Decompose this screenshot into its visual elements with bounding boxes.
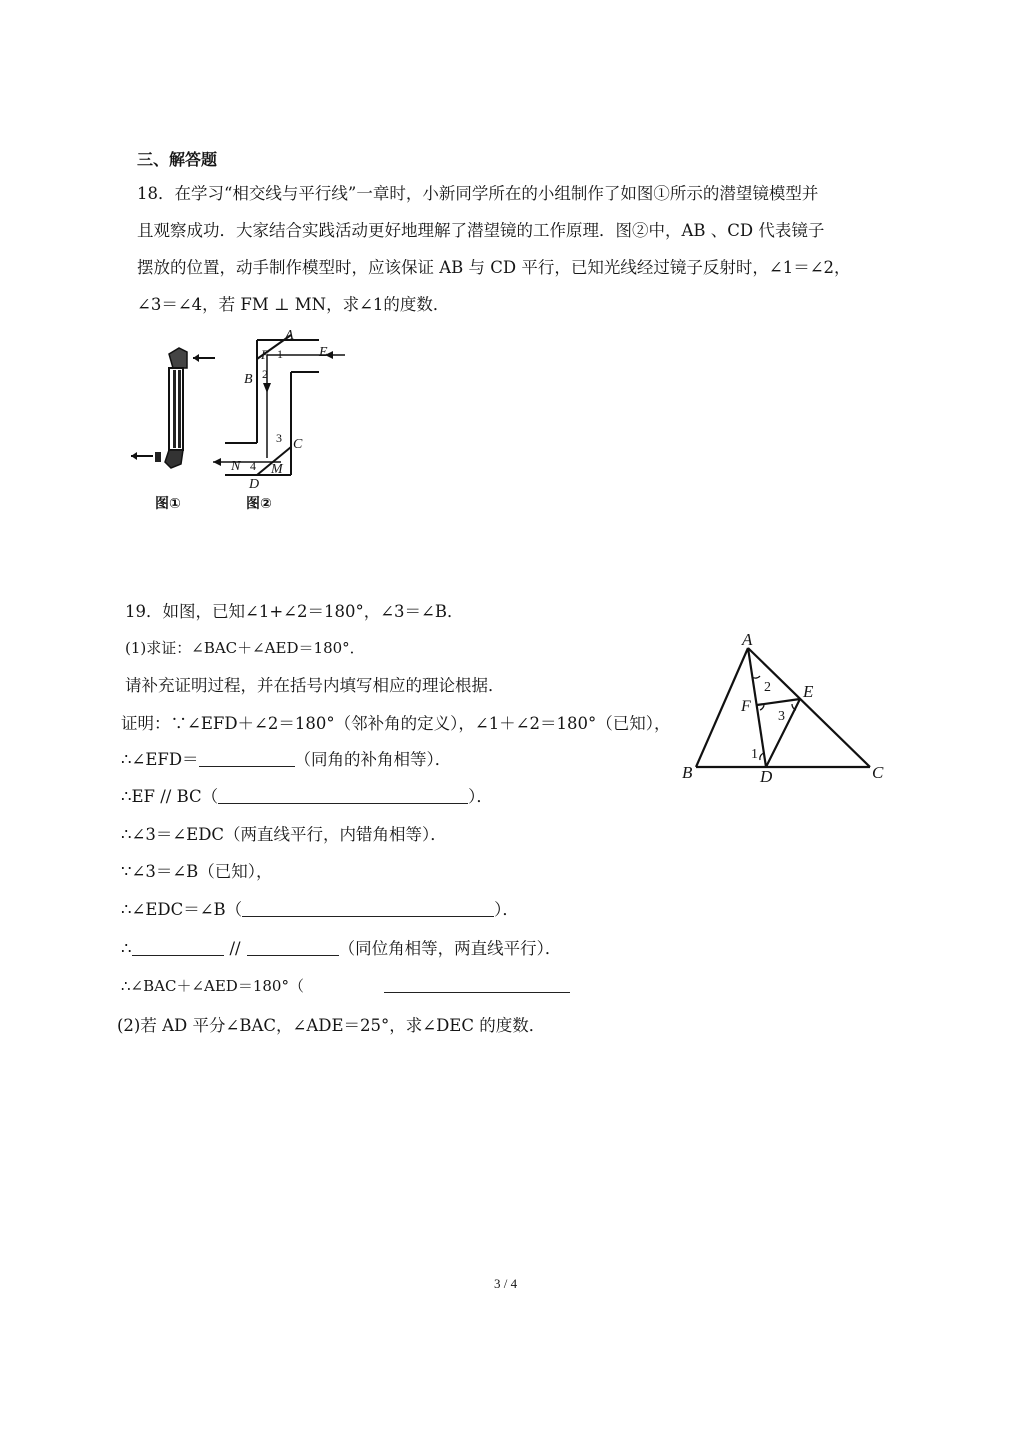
proof-step-6 [121,899,519,921]
fig2-label-1: 1 [277,347,283,361]
proof-step-7 [121,938,561,960]
q18-line-3: 摆放的位置，动手制作模型时，应该保证 AB 与 CD 平行，已知光线经过镜子反射时，∠1＝∠2， [137,258,851,277]
tri-label-3: 3 [778,709,785,724]
proof-step-7-post: （同位角相等，两直线平行）． [338,939,562,958]
fig2-label-3: 3 [276,431,282,445]
fig2-label-F: F [261,347,269,362]
q18-line-1: 18．在学习“相交线与平行线”一章时，小新同学所在的小组制作了如图①所示的潜望镜模型并 [137,184,819,203]
tri-label-1: 1 [751,747,758,762]
figure-2-periscope-diagram [205,325,355,495]
proof-step-3 [121,786,493,808]
parallel-symbol: // [229,939,241,958]
figure-1-caption: 图① [155,496,181,512]
proof-step-8-pre: ∴∠BAC＋∠AED＝180°（ [121,977,304,995]
proof-step-2-pre: ∴∠EFD＝ [121,750,199,769]
q19-part-1-statement: (1)求证：∠BAC＋∠AED＝180°． [125,639,365,657]
proof-step-8 [121,975,570,997]
tri-label-E: E [803,682,814,701]
proof-step-1: 证明：∵∠EFD＋∠2＝180°（邻补角的定义），∠1＋∠2＝180°（已知）， [121,714,671,733]
tri-label-A: A [742,630,753,649]
fig2-label-A: A [285,328,294,343]
q18-line-4: ∠3＝∠4，若 FM ⊥ MN，求∠1的度数． [137,295,450,314]
tri-label-C: C [872,763,884,782]
blank-2[interactable] [218,787,468,804]
proof-step-3-post: ）． [468,787,493,806]
proof-step-4: ∴∠3＝∠EDC（两直线平行，内错角相等）． [121,825,447,844]
proof-step-3-pre: ∴EF // BC（ [121,787,219,806]
fig2-label-M: M [271,462,283,477]
figure-2-caption: 图② [246,496,272,512]
blank-6[interactable] [384,976,570,993]
blank-1[interactable] [199,750,295,767]
proof-step-6-pre: ∴∠EDC＝∠B（ [121,900,243,919]
tri-label-B: B [682,763,693,782]
q19-triangle-figure [680,630,895,790]
fig2-label-D: D [249,477,260,492]
proof-step-6-post: ）． [494,900,519,919]
tri-label-F: F [741,698,751,715]
page-number: 3 / 4 [494,1276,518,1291]
proof-step-5: ∵∠3＝∠B（已知）， [121,862,273,881]
q19-line-1: 19．如图，已知∠1+∠2＝180°，∠3＝∠B． [125,602,464,621]
fig2-label-B: B [244,372,253,387]
q19-instruction: 请补充证明过程，并在括号内填写相应的理论根据． [125,676,505,695]
fig2-label-4: 4 [250,459,256,473]
section-title: 三、解答题 [137,150,218,169]
tri-label-D: D [760,767,773,786]
blank-3[interactable] [242,900,494,917]
fig2-label-C: C [293,437,303,452]
proof-step-2 [121,749,451,771]
blank-4[interactable] [132,939,224,956]
fig2-label-2: 2 [262,367,268,381]
blank-5[interactable] [247,939,339,956]
proof-step-7-pre: ∴ [121,939,132,958]
figure-1-periscope [125,340,215,480]
proof-step-2-post: （同角的补角相等）． [294,750,452,769]
q19-part-2: (2)若 AD 平分∠BAC，∠ADE＝25°，求∠DEC 的度数． [117,1016,546,1035]
tri-label-2: 2 [764,680,771,695]
q18-line-2: 且观察成功．大家结合实践活动更好地理解了潜望镜的工作原理．图②中，AB 、CD 代表镜子 [137,221,825,240]
fig2-label-E: E [319,345,328,360]
fig2-label-N: N [231,459,241,474]
